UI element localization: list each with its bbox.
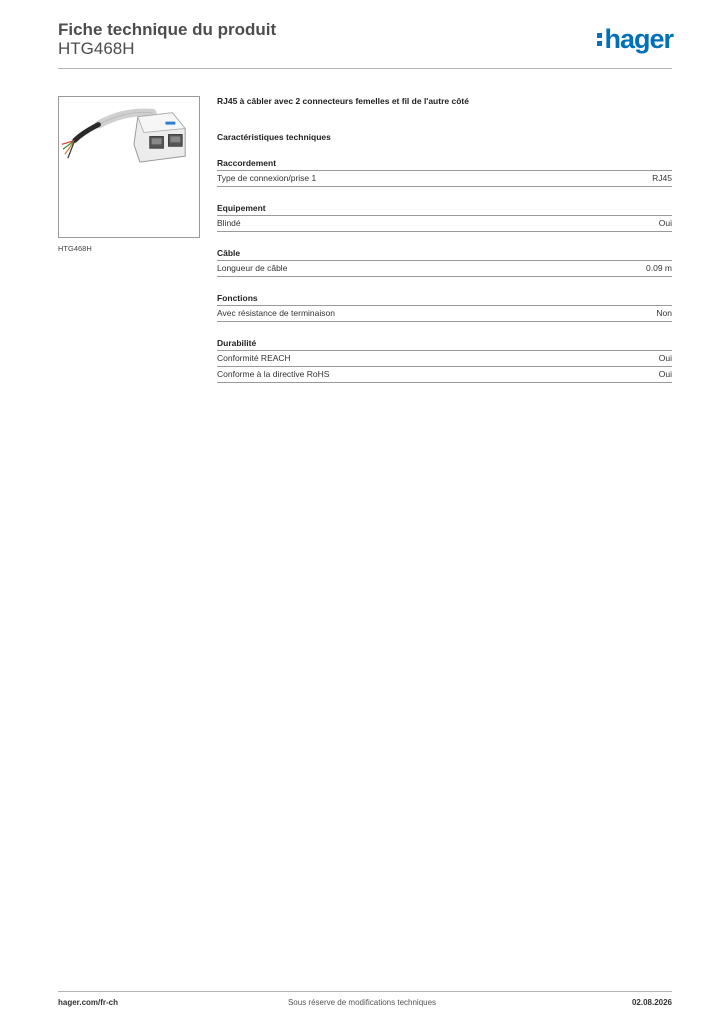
product-description: RJ45 à câbler avec 2 connecteurs femelles et fil de l'autre côté: [217, 96, 469, 106]
product-image: [58, 96, 200, 238]
spec-value: Oui: [658, 353, 672, 363]
spec-section-fonctions: [217, 293, 672, 322]
spec-value: 0.09 m: [646, 263, 672, 273]
spec-label: Type de connexion/prise 1: [217, 173, 317, 183]
header-divider: [58, 68, 672, 69]
spec-section-title: Equipement: [217, 203, 672, 216]
spec-value: RJ45: [652, 173, 672, 183]
spec-section-durabilite: [217, 338, 672, 383]
spec-row: [217, 367, 672, 383]
footer-notice: Sous réserve de modifications techniques: [287, 998, 437, 1007]
hager-logo: [597, 26, 673, 53]
spec-label: Longueur de câble: [217, 263, 288, 273]
spec-section-title: Durabilité: [217, 338, 672, 351]
product-reference: HTG468H: [58, 39, 135, 58]
spec-section-title: Raccordement: [217, 158, 672, 171]
spec-label: Conforme à la directive RoHS: [217, 369, 330, 379]
spec-row: [217, 171, 672, 187]
spec-section-equipement: [217, 203, 672, 232]
spec-row: [217, 306, 672, 322]
spec-row: [217, 216, 672, 232]
footer-date: 02.08.2026: [631, 998, 672, 1007]
spec-section-title: Câble: [217, 248, 672, 261]
spec-row: [217, 261, 672, 277]
spec-section-raccordement: [217, 158, 672, 187]
spec-label: Avec résistance de terminaison: [217, 308, 335, 318]
product-image-caption: HTG468H: [58, 244, 92, 253]
page-title: Fiche technique du produit: [58, 20, 277, 39]
spec-section-cable: [217, 248, 672, 277]
specs-heading: Caractéristiques techniques: [217, 132, 331, 142]
logo-mark-icon: [597, 33, 602, 46]
spec-section-title: Fonctions: [217, 293, 672, 306]
spec-label: Conformité REACH: [217, 353, 291, 363]
spec-content: [217, 96, 672, 383]
spec-value: Oui: [658, 369, 672, 379]
spec-label: Blindé: [217, 218, 241, 228]
footer-divider: [58, 991, 672, 992]
footer-website-link[interactable]: hager.com/fr-ch: [58, 998, 119, 1007]
logo-text: hager: [604, 24, 673, 54]
spec-row: [217, 351, 672, 367]
spec-value: Non: [656, 308, 672, 318]
rj45-adapter-icon: [59, 97, 199, 237]
spec-value: Oui: [658, 218, 672, 228]
